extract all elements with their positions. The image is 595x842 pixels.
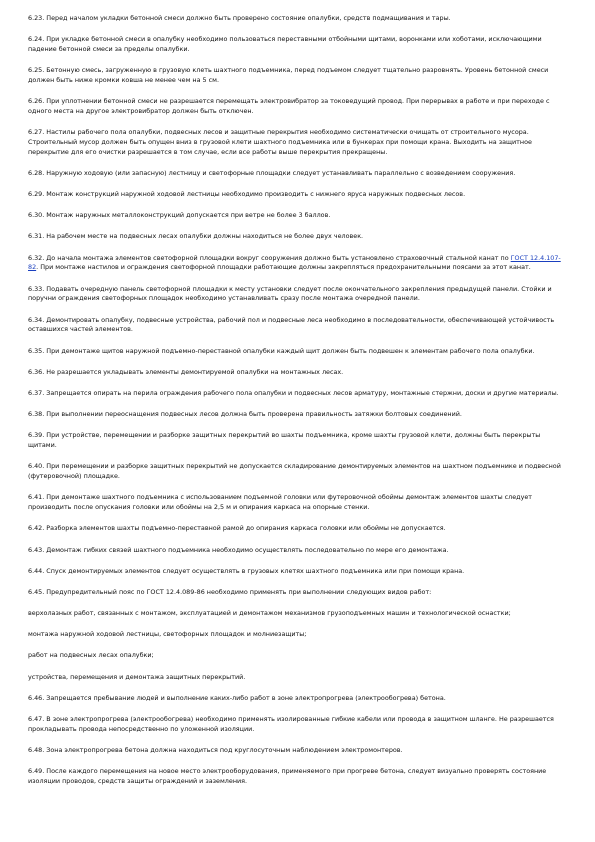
paragraph-6-32-text-start: 6.32. До начала монтажа элементов светофорной площадки вокруг сооружения должно быть установлено страховочный стальной канат по bbox=[28, 253, 511, 262]
paragraph-6-36: 6.36. Не разрешается укладывать элементы демонтируемой опалубки на монтажных лесах. bbox=[28, 367, 344, 376]
paragraph-6-45: 6.45. Предупредительный пояс по ГОСТ 12.4.089-86 необходимо применять при выполнении следующих видов работ: bbox=[28, 587, 432, 596]
paragraph-6-42: 6.42. Разборка элементов шахты подъемно-переставной рамой до опирания каркаса головки или обоймы не допускается. bbox=[28, 524, 446, 533]
paragraph-6-33: 6.33. Подавать очередную панель светофорной площадки к месту установки следует после окончательного закрепления предыдущей панели. Стойки и поручни ограждения светофорных площадок необходимо устанавливать сразу после монтажа очередной панели. bbox=[28, 284, 552, 303]
paragraph-6-35: 6.35. При демонтаже щитов наружной подъемно-переставной опалубки каждый щит должен быть подвешен к элементам рабочего пола опалубки. bbox=[28, 346, 535, 355]
paragraph-6-48: 6.48. Зона электропрогрева бетона должна находиться под круглосуточным наблюдением электромонтеров. bbox=[28, 746, 403, 754]
paragraph-6-29: 6.29. Монтаж конструкций наружной ходовой лестницы необходимо производить с нижнего яруса наружных подвесных лесов. bbox=[28, 190, 466, 199]
paragraph-6-40: 6.40. При перемещении и разборке защитных перекрытий не допускается складирование демонтируемых элементов на шахтном подъемнике и подвесной (футеровочной) площадке. bbox=[28, 462, 561, 481]
paragraph-6-23: 6.23. Перед началом укладки бетонной смеси должно быть проверено состояние опалубки, средств подмащивания и тары. bbox=[28, 14, 451, 22]
paragraph-6-41: 6.41. При демонтаже шахтного подъемника с использованием подъемной головки или футеровочной обоймы демонтаж элементов шахты следует производить после опускания головки или обоймы на 2,5 м и опирания каркаса на опорные стенки. bbox=[28, 493, 533, 512]
list-item-scaffold-works: работ на подвесных лесах опалубки; bbox=[28, 651, 154, 660]
paragraph-6-30: 6.30. Монтаж наружных металлоконструкций допускается при ветре не более 3 баллов. bbox=[28, 211, 331, 220]
paragraph-6-26: 6.26. При уплотнении бетонной смеси не разрешается перемещать электровибратор за токоведущий провод. При перерывах в работе и при переходе с одного места на другое электровибратор должен быть отключен. bbox=[28, 97, 550, 115]
paragraph-6-27: 6.27. Настилы рабочего пола опалубки, подвесных лесов и защитные перекрытия необходимо систематически очищать от строительного мусора. Строительный мусор должен быть опущен вниз в грузовой клети шахтного подъемника или в бункерах при помощи крана. Выходить на защитное перекрытие для его очистки разрешается в том случае, если все работы выше перекрытия прекращены. bbox=[28, 128, 532, 156]
paragraph-6-46: 6.46. Запрещается пребывание людей и выполнение каких-либо работ в зоне электропрогрева (электрообогрева) бетона. bbox=[28, 693, 446, 702]
paragraph-6-37: 6.37. Запрещается опирать на перила ограждения рабочего пола опалубки и подвесных лесов арматуру, монтажные стержни, доски и другие материалы. bbox=[28, 389, 559, 397]
document-page bbox=[28, 14, 568, 798]
paragraph-6-39: 6.39. При устройстве, перемещении и разборке защитных перекрытий во шахты подъемника, кроме шахты грузовой клети, должны быть перекрыты щитами. bbox=[28, 431, 541, 450]
gost-standard-link[interactable]: ГОСТ 12.4.107-82 bbox=[28, 253, 561, 272]
list-item-protective-covers: устройства, перемещения и демонтажа защитных перекрытий. bbox=[28, 672, 246, 681]
paragraph-6-38: 6.38. При выполнении переоснащения подвесных лесов должна быть проверена правильность затяжки болтовых соединений. bbox=[28, 410, 462, 419]
paragraph-6-25: 6.25. Бетонную смесь, загруженную в грузовую клеть шахтного подъемника, перед подъемом следует тщательно разровнять. Уровень бетонной смеси должен быть ниже кромки ковша не менее чем на 5 см. bbox=[28, 66, 549, 84]
paragraph-6-34: 6.34. Демонтировать опалубку, подвесные устройства, рабочий пол и подвесные леса необходимо в последовательности, обеспечивающей устойчивость оставшихся частей элементов. bbox=[28, 315, 555, 334]
paragraph-6-47: 6.47. В зоне электропрогрева (электрообогрева) необходимо применять изолированные гибкие кабели или провода в защитном шланге. Не разрешается прокладывать провода непосредственно по уложенной изоляции. bbox=[28, 715, 554, 733]
list-item-ladder-mounting: монтажа наружной ходовой лестницы, светофорных площадок и молниезащиты; bbox=[28, 630, 307, 639]
paragraph-6-32-text-end: . При монтаже настилов и ограждения светофорной площадки работающие должны закрепляться предохранительными поясами за этот канат. bbox=[36, 263, 531, 272]
paragraph-6-44: 6.44. Спуск демонтируемых элементов следует осуществлять в грузовых клетях шахтного подъемника или при помощи крана. bbox=[28, 566, 465, 575]
paragraph-6-24: 6.24. При укладке бетонной смеси в опалубку необходимо пользоваться переставными отбойными щитами, воронками или хоботами, исключающими падение бетонной смеси за пределы опалубки. bbox=[28, 35, 542, 53]
paragraph-6-43: 6.43. Демонтаж гибких связей шахтного подъемника необходимо осуществлять последовательно по мере его демонтажа. bbox=[28, 545, 449, 554]
paragraph-6-28: 6.28. Наружную ходовую (или запасную) лестницу и светофорные площадки следует устанавливать параллельно с возведением сооружения. bbox=[28, 168, 516, 177]
paragraph-6-49: 6.49. После каждого перемещения на новое место электрооборудования, применяемого при прогреве бетона, следует визуально проверять состояние изоляции проводов, средств защиты ограждений и заземления. bbox=[28, 767, 547, 785]
paragraph-6-31: 6.31. На рабочем месте на подвесных лесах опалубки должны находиться не более двух человек. bbox=[28, 232, 364, 241]
list-item-steeplejack-works: верхолазных работ, связанных с монтажом, эксплуатацией и демонтажом механизмов грузоподъемных машин и технологической оснастки; bbox=[28, 609, 511, 618]
paragraph-6-32 bbox=[28, 254, 568, 274]
